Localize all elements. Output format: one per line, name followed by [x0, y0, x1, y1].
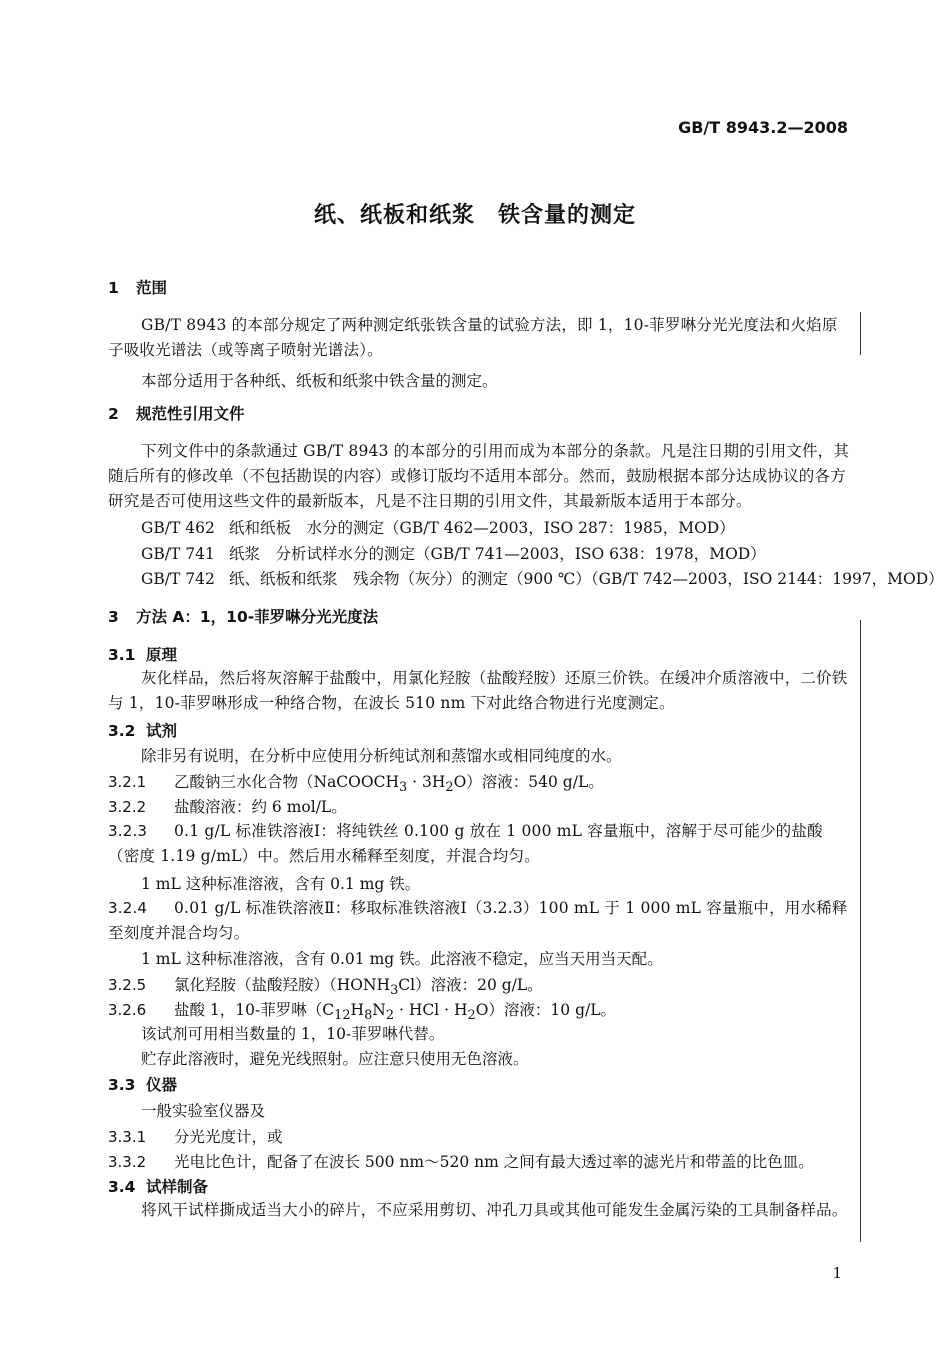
section-3-2-heading: 3.2 试剂	[108, 722, 178, 740]
reagent-3-2-4-note: 1 mL 这种标准溶液，含有 0.01 mg 铁。此溶液不稳定，应当天用当天配。	[141, 950, 663, 968]
section-3-1-text: 灰化样品，然后将灰溶解于盐酸中，用氯化羟胺（盐酸羟胺）还原三价铁。在缓冲介质溶液中，二价铁与 1，10-菲罗啉形成一种络合物，在波长 510 nm 下对此络合物进行光度测定。	[108, 669, 848, 712]
apparatus-3-3-2: 3.3.2 光电比色计，配备了在波长 500 nm～520 nm 之间有最大透过率的滤光片和带盖的比色皿。	[108, 1153, 814, 1171]
page-number: 1	[832, 1264, 842, 1282]
reagent-3-2-3: 3.2.3 0.1 g/L 标准铁溶液Ⅰ：将纯铁丝 0.100 g 放在 1 000 mL 容量瓶中，溶解于尽可能少的盐酸（密度 1.19 g/mL）中。然后用水稀释至刻度，并混合均匀。	[108, 822, 823, 865]
section-3-heading: 3 方法 A：1，10-菲罗啉分光光度法	[108, 608, 379, 626]
section-1-paragraph-1: GB/T 8943 的本部分规定了两种测定纸张铁含量的试验方法，即 1，10-菲罗啉分光光度法和火焰原子吸收光谱法（或等离子喷射光谱法）。	[108, 316, 838, 359]
section-2-paragraph: 下列文件中的条款通过 GB/T 8943 的本部分的引用而成为本部分的条款。凡是注日期的引用文件，其随后所有的修改单（不包括勘误的内容）或修订版均不适用本部分。然而，鼓励根据本部分达成协议的各方研究是否可使用这些文件的最新版本，凡是不注日期的引用文件，其最新版本适用于本部分。	[108, 442, 850, 510]
reagent-3-2-4: 3.2.4 0.01 g/L 标准铁溶液Ⅱ：移取标准铁溶液Ⅰ（3.2.3）100 mL 于 1 000 mL 容量瓶中，用水稀释至刻度并混合均匀。	[108, 899, 848, 942]
reference-item: GB/T 741 纸浆 分析试样水分的测定（GB/T 741—2003，ISO 638：1978，MOD）	[141, 545, 766, 563]
section-3-1-heading: 3.1 原理	[108, 646, 178, 664]
section-3-3-heading: 3.3 仪器	[108, 1076, 178, 1094]
reagent-3-2-5: 3.2.5 氯化羟胺（盐酸羟胺）$(HONH_3Cl)$溶液：20 g/L。	[108, 976, 543, 999]
apparatus-3-3-1: 3.3.1 分光光度计，或	[108, 1128, 283, 1146]
standard-number: GB/T 8943.2—2008	[678, 118, 848, 137]
reference-item: GB/T 742 纸、纸板和纸浆 残余物（灰分）的测定（900 ℃）（GB/T 742—2003，ISO 2144：1997，MOD）	[141, 570, 944, 588]
section-2-heading: 2 规范性引用文件	[108, 405, 245, 423]
section-3-3-intro: 一般实验室仪器及	[141, 1102, 266, 1120]
reference-item: GB/T 462 纸和纸板 水分的测定（GB/T 462—2003，ISO 287：1985，MOD）	[141, 519, 735, 537]
section-3-2-intro: 除非另有说明，在分析中应使用分析纯试剂和蒸馏水或相同纯度的水。	[141, 747, 622, 765]
revision-bar	[860, 312, 861, 355]
reagent-3-2-6: 3.2.6 盐酸 1，10-菲罗啉（$C_{12}H_8N_2$ · HCl · $H_2O$）溶液：10 g/L。	[108, 1001, 617, 1024]
reagent-3-2-6-note-1: 该试剂可用相当数量的 1，10-菲罗啉代替。	[141, 1025, 445, 1043]
section-1-paragraph-2: 本部分适用于各种纸、纸板和纸浆中铁含量的测定。	[141, 372, 498, 390]
section-3-4-heading: 3.4 试样制备	[108, 1178, 209, 1196]
reagent-3-2-6-note-2: 贮存此溶液时，避免光线照射。应注意只使用无色溶液。	[141, 1050, 529, 1068]
reagent-3-2-1: 3.2.1 乙酸钠三水化合物（NaCOOCH$_3$ · $3H_2O$）溶液：540 g/L。	[108, 773, 604, 796]
reagent-3-2-2: 3.2.2 盐酸溶液：约 6 mol/L。	[108, 798, 347, 816]
revision-bar	[860, 620, 861, 1242]
section-1-heading: 1 范围	[108, 279, 168, 297]
section-3-4-text: 将风干试样撕成适当大小的碎片，不应采用剪切、冲孔刀具或其他可能发生金属污染的工具制备样品。	[141, 1201, 848, 1219]
reagent-3-2-3-note: 1 mL 这种标准溶液，含有 0.1 mg 铁。	[141, 875, 421, 893]
page-title: 纸、纸板和纸浆 铁含量的测定	[313, 203, 636, 228]
